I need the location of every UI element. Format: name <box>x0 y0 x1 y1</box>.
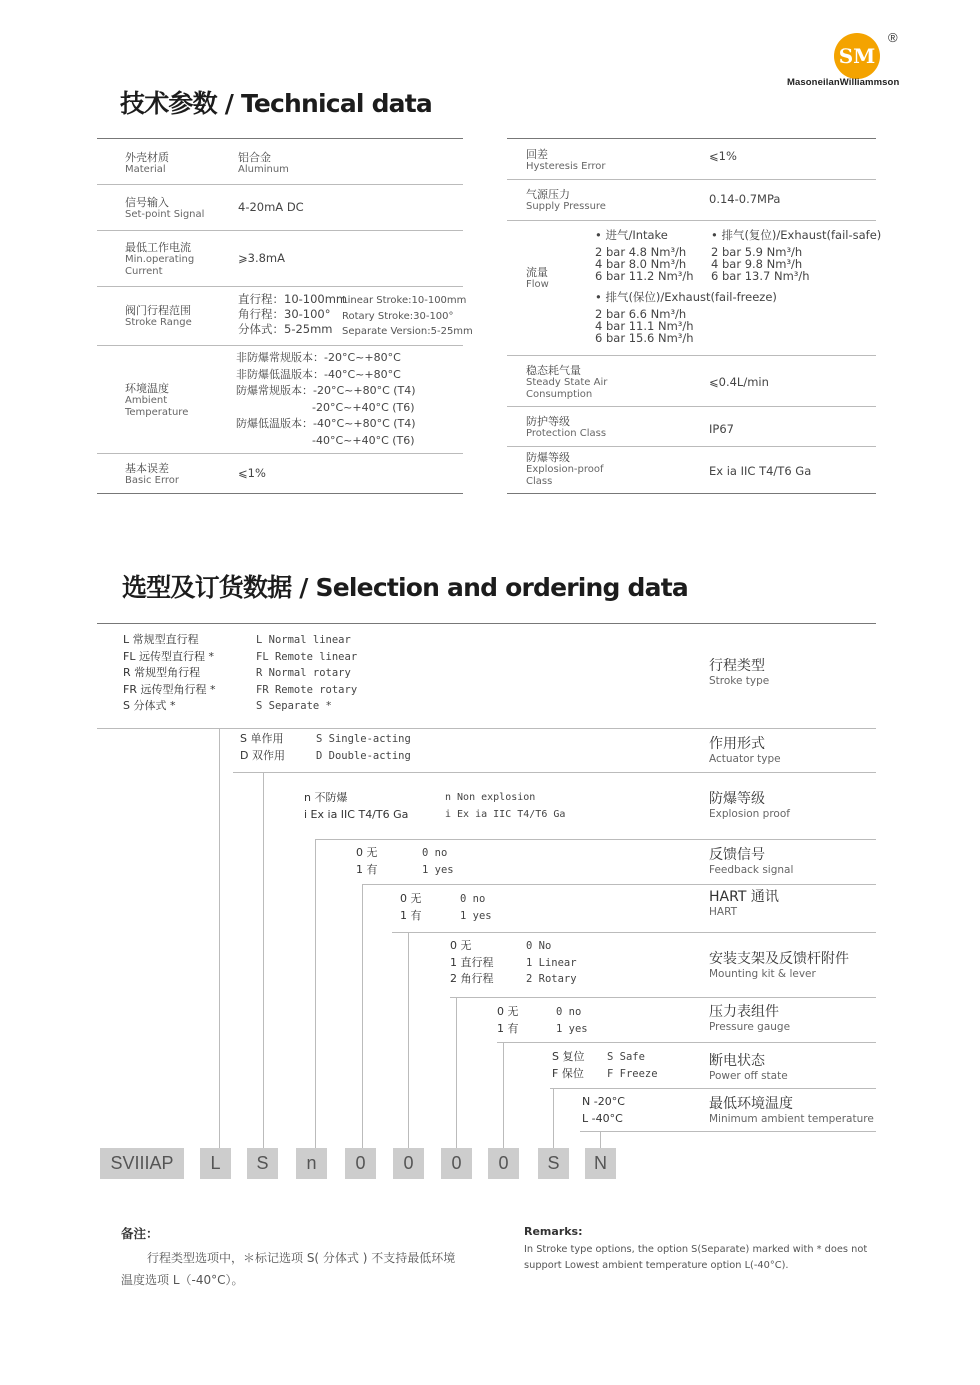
min-current-value: ⩾3.8mA <box>238 251 285 265</box>
flow-intake <box>595 228 694 282</box>
code-box-actuator-type: S <box>247 1148 278 1179</box>
tree-vline <box>263 772 264 1148</box>
label-en: Steady State Air <box>526 377 608 388</box>
option-cn: 1 直行程 <box>450 955 494 969</box>
option-en: S Safe <box>607 1051 645 1063</box>
value-line: Separate Version:5-25mm <box>342 326 473 337</box>
row-divider <box>97 230 463 231</box>
supply-pressure-label <box>526 188 606 213</box>
setpoint-label <box>125 196 204 221</box>
heading-en: Power off state <box>709 1070 788 1082</box>
tree-vline <box>219 728 220 1148</box>
label-cn: 信号输入 <box>125 196 169 209</box>
option-cn: R 常规型角行程 <box>123 666 201 679</box>
ambient-temp-label <box>125 382 188 419</box>
tech-right-top-rule <box>507 138 876 139</box>
row-divider <box>507 179 876 180</box>
option-en: n Non explosion <box>445 792 536 803</box>
power-off-heading <box>709 1053 788 1083</box>
min-current-label <box>125 241 194 278</box>
stroke-type-options-en <box>256 632 357 715</box>
power-off-options-cn <box>552 1049 584 1082</box>
label-en: Stroke Range <box>125 317 192 328</box>
stroke-range-value-cn <box>238 292 347 337</box>
option-cn: n 不防爆 <box>304 791 348 804</box>
heading-en: Stroke type <box>709 675 770 687</box>
label-en: Protection Class <box>526 428 607 439</box>
option-en: F Freeze <box>607 1067 658 1080</box>
label-en: Consumption <box>526 389 593 400</box>
flow-heading: • 排气(保位)/Exhaust(fail-freeze) <box>595 290 777 304</box>
flow-heading: • 排气(复位)/Exhaust(fail-safe) <box>711 228 882 242</box>
flow-heading: • 进气/Intake <box>595 228 668 242</box>
row-divider <box>97 286 463 287</box>
heading-cn: 反馈信号 <box>709 847 765 863</box>
stroke-type-heading <box>709 658 769 688</box>
option-en: S Single-acting <box>316 733 411 745</box>
label-en: Set-point Signal <box>125 209 205 220</box>
tech-right-bottom-rule <box>507 493 876 494</box>
value-line: 分体式：5-25mm <box>238 322 333 336</box>
registered-mark: ® <box>888 30 898 45</box>
selection-top-rule <box>97 623 876 624</box>
tree-vline <box>553 1088 554 1148</box>
option-cn: 0 无 <box>497 1005 519 1018</box>
heading-cn: 最低环境温度 <box>709 1096 793 1112</box>
actuator-heading <box>709 736 781 766</box>
label-cn: 防护等级 <box>526 415 570 428</box>
heading-cn: 安装支架及反馈杆附件 <box>709 951 849 967</box>
option-cn: FR 远传型角行程 * <box>123 682 216 696</box>
power-off-options-en <box>607 1049 658 1082</box>
value-line: 角行程：30-100° <box>238 307 331 321</box>
group-divider <box>97 728 876 729</box>
feedback-heading <box>709 847 793 877</box>
tree-vline <box>503 1042 504 1148</box>
tree-vline <box>456 997 457 1148</box>
min-temp-options <box>582 1094 625 1127</box>
option-en: 0 No <box>526 940 552 952</box>
group-divider <box>497 1042 876 1043</box>
value-line: 防爆低温版本：-40°C~+80°C (T4) <box>236 417 416 430</box>
option-en: 1 Linear <box>526 956 577 969</box>
flow-label <box>526 266 549 291</box>
option-cn: FL 远传型直行程 * <box>123 649 214 663</box>
notes-en-title: Remarks: <box>524 1225 583 1238</box>
option-en: i Ex ia IIC T4/T6 Ga <box>445 808 566 820</box>
value-line: Linear Stroke:10-100mm <box>342 295 467 306</box>
label-en: Ambient <box>125 395 168 406</box>
heading-cn: 断电状态 <box>709 1053 765 1069</box>
code-box-feedback: 0 <box>345 1148 376 1179</box>
code-box-model: SVIIIAP <box>100 1148 184 1179</box>
flow-line: 4 bar 11.1 Nm³/h <box>595 319 694 333</box>
option-cn: 1 有 <box>356 862 378 876</box>
label-en: Material <box>125 164 166 175</box>
option-cn: S 分体式 * <box>123 699 176 712</box>
row-divider <box>507 406 876 407</box>
heading-en: Minimum ambient temperature <box>709 1113 874 1125</box>
basic-error-label <box>125 462 179 487</box>
code-box-mounting-kit: 0 <box>441 1148 472 1179</box>
option-cn: L 常规型直行程 <box>123 633 199 646</box>
label-cn: 基本误差 <box>125 462 169 475</box>
code-box-explosion-proof: n <box>296 1148 327 1179</box>
air-consumption-label <box>526 364 607 401</box>
option-cn: 1 有 <box>497 1021 519 1035</box>
label-cn: 最低工作电流 <box>125 241 191 254</box>
stroke-range-label <box>125 304 192 329</box>
heading-cn: HART 通讯 <box>709 889 779 905</box>
gauge-heading <box>709 1004 790 1034</box>
flow-line: 4 bar 9.8 Nm³/h <box>711 257 803 271</box>
hart-options-en <box>460 891 492 924</box>
row-divider <box>97 184 463 185</box>
ambient-temp-value <box>236 350 416 449</box>
label-en: Min.operating <box>125 254 195 265</box>
label-en: Hysteresis Error <box>526 161 606 172</box>
feedback-options-en <box>422 845 454 878</box>
value-line: -20°C~+40°C (T6) <box>312 400 415 414</box>
code-box-pressure-gauge: 0 <box>488 1148 519 1179</box>
mounting-heading <box>709 951 849 981</box>
label-cn: 稳态耗气量 <box>526 364 581 377</box>
option-en: 1 yes <box>422 863 454 876</box>
hart-heading <box>709 889 779 919</box>
hysteresis-label <box>526 148 606 173</box>
value-line: 直行程：10-100mm <box>238 292 348 306</box>
flow-exhaust-freeze <box>595 290 777 344</box>
option-en: R Normal rotary <box>256 667 351 679</box>
option: L -40°C <box>582 1111 623 1125</box>
heading-en: Pressure gauge <box>709 1021 791 1033</box>
min-temp-heading <box>709 1096 874 1126</box>
row-divider <box>507 220 876 221</box>
explosion-heading <box>709 791 790 821</box>
option-en: 0 no <box>556 1006 582 1018</box>
flow-line: 2 bar 4.8 Nm³/h <box>595 245 687 259</box>
option-en: S Separate * <box>256 700 332 712</box>
basic-error-value: ⩽1% <box>238 466 266 480</box>
stroke-type-options-cn <box>123 632 215 715</box>
flow-exhaust-safe <box>711 228 881 282</box>
option-cn: F 保位 <box>552 1066 584 1080</box>
group-divider <box>580 1131 876 1132</box>
explosion-options-cn <box>304 790 408 823</box>
code-box-stroke-type: L <box>200 1148 231 1179</box>
tree-vline <box>600 1131 601 1148</box>
option-cn: 1 有 <box>400 908 422 922</box>
flow-line: 6 bar 11.2 Nm³/h <box>595 269 694 283</box>
flow-line: 4 bar 8.0 Nm³/h <box>595 257 687 271</box>
label-cn: 环境温度 <box>125 382 169 395</box>
option-en: 0 no <box>460 893 486 905</box>
label-cn: 防爆等级 <box>526 451 570 464</box>
explosion-class-label <box>526 451 604 488</box>
value-line: Rotary Stroke:30-100° <box>342 310 454 322</box>
setpoint-value: 4-20mA DC <box>238 200 304 214</box>
option-en: 1 yes <box>460 909 492 922</box>
option-en: 2 Rotary <box>526 973 577 985</box>
flow-line: 6 bar 13.7 Nm³/h <box>711 269 810 283</box>
tree-vline <box>362 884 363 1148</box>
notes-cn-line: 温度选项 L（-40°C）。 <box>121 1273 244 1287</box>
code-box-min-temp: N <box>585 1148 616 1179</box>
value-cn: 铝合金 <box>238 151 271 164</box>
option-cn: i Ex ia IIC T4/T6 Ga <box>304 807 409 821</box>
value-line: 防爆常规版本：-20°C~+80°C (T4) <box>236 384 416 397</box>
option-en: D Double-acting <box>316 749 411 762</box>
mounting-options-en <box>526 938 577 988</box>
group-divider <box>450 997 876 998</box>
option-en: 0 no <box>422 847 448 859</box>
option-cn: S 单作用 <box>240 732 284 745</box>
row-divider <box>507 355 876 356</box>
tech-left-bottom-rule <box>97 493 463 494</box>
flow-line: 2 bar 6.6 Nm³/h <box>595 307 687 321</box>
row-divider <box>507 446 876 447</box>
heading-en: Feedback signal <box>709 864 794 876</box>
option-cn: 0 无 <box>450 939 472 952</box>
heading-en: Explosion proof <box>709 808 790 820</box>
notes-cn-line: 行程类型选项中，＊标记选项 S( 分体式 ) 不支持最低环境 <box>147 1251 456 1265</box>
label-en: Supply Pressure <box>526 201 606 212</box>
hart-options-cn <box>400 891 422 924</box>
label-en: Flow <box>526 279 549 290</box>
option-cn: 0 无 <box>400 892 422 905</box>
gauge-options-en <box>556 1004 588 1037</box>
option-cn: 0 无 <box>356 846 378 859</box>
heading-cn: 作用形式 <box>709 736 765 752</box>
value-en: Aluminum <box>238 164 289 175</box>
notes-en-line: In Stroke type options, the option S(Separate) marked with * does not <box>524 1244 868 1255</box>
notes-en-line: support Lowest ambient temperature option L(-40°C). <box>524 1260 789 1271</box>
label-en: Explosion-proof <box>526 464 604 475</box>
actuator-options-cn <box>240 731 285 764</box>
brand-name: MasoneilanWilliammson <box>787 77 900 88</box>
option-cn: D 双作用 <box>240 748 285 762</box>
option-en: 1 yes <box>556 1022 588 1035</box>
protection-value: IP67 <box>709 422 734 436</box>
selection-title: 选型及订货数据 / Selection and ordering data <box>122 573 688 602</box>
tree-vline <box>315 839 316 1148</box>
air-consumption-value: ⩽0.4L/min <box>709 375 769 389</box>
label-cn: 外壳材质 <box>125 151 169 164</box>
group-divider <box>362 884 876 885</box>
notes-cn-title: 备注： <box>121 1226 159 1241</box>
hysteresis-value: ⩽1% <box>709 149 737 163</box>
option: N -20°C <box>582 1095 625 1108</box>
material-value <box>238 151 289 176</box>
actuator-options-en <box>316 731 411 764</box>
row-divider <box>97 453 463 454</box>
heading-cn: 行程类型 <box>709 658 765 674</box>
material-label <box>125 151 169 176</box>
option-en: L Normal linear <box>256 634 351 646</box>
label-cn: 流量 <box>526 266 548 279</box>
heading-en: HART <box>709 906 738 918</box>
group-divider <box>392 932 876 933</box>
heading-en: Actuator type <box>709 753 781 765</box>
option-cn: S 复位 <box>552 1050 585 1063</box>
mounting-options-cn <box>450 938 494 988</box>
feedback-options-cn <box>356 845 378 878</box>
value-line: -40°C~+40°C (T6) <box>312 433 415 447</box>
label-en: Current <box>125 266 163 277</box>
brand-logo-icon: SM <box>834 33 880 79</box>
label-cn: 阀门行程范围 <box>125 304 191 317</box>
group-divider <box>550 1088 876 1089</box>
label-en: Temperature <box>125 407 189 418</box>
code-box-power-off: S <box>538 1148 569 1179</box>
flow-line: 6 bar 15.6 Nm³/h <box>595 331 694 345</box>
code-box-hart: 0 <box>393 1148 424 1179</box>
heading-cn: 压力表组件 <box>709 1004 779 1020</box>
flow-line: 2 bar 5.9 Nm³/h <box>711 245 803 259</box>
tree-vline <box>408 932 409 1148</box>
value-line: 非防爆常规版本：-20°C~+80°C <box>236 351 401 364</box>
heading-cn: 防爆等级 <box>709 791 765 807</box>
protection-label <box>526 415 606 440</box>
label-en: Basic Error <box>125 475 180 486</box>
option-cn: 2 角行程 <box>450 972 494 985</box>
explosion-options-en <box>445 790 565 823</box>
gauge-options-cn <box>497 1004 519 1037</box>
option-en: FL Remote linear <box>256 650 358 663</box>
row-divider <box>97 345 463 346</box>
explosion-class-value: Ex ia IIC T4/T6 Ga <box>709 464 812 478</box>
label-cn: 回差 <box>526 148 548 161</box>
label-cn: 气源压力 <box>526 188 570 201</box>
label-en: Class <box>526 476 553 487</box>
technical-title: 技术参数 / Technical data <box>120 89 432 118</box>
supply-pressure-value: 0.14-0.7MPa <box>709 192 781 206</box>
group-divider <box>315 839 876 840</box>
option-en: FR Remote rotary <box>256 683 358 696</box>
group-divider <box>233 772 876 773</box>
value-line: 非防爆低温版本：-40°C~+80°C <box>236 367 401 381</box>
stroke-range-value-en <box>342 293 473 340</box>
heading-en: Mounting kit & lever <box>709 968 816 980</box>
tech-left-top-rule <box>97 138 463 139</box>
